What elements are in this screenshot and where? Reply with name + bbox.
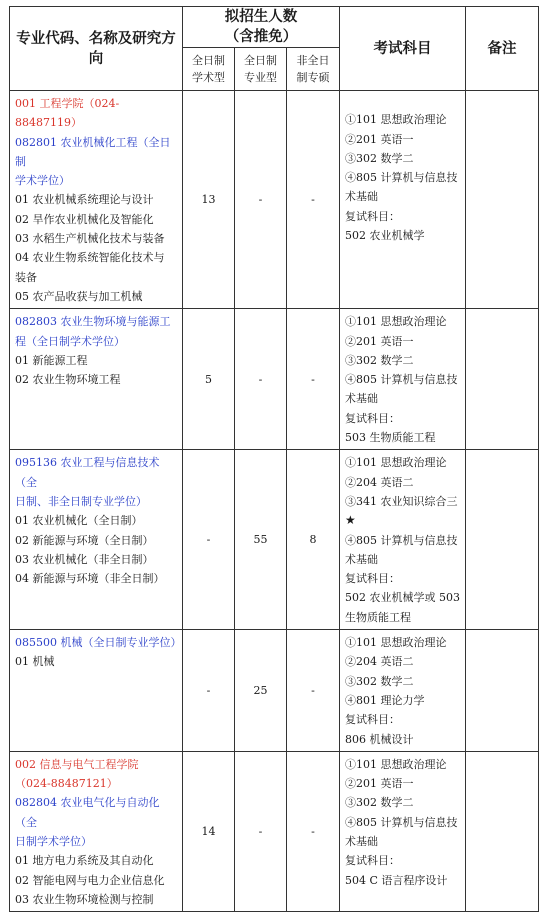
pt-master-subheader-line2: 制专硕 <box>296 71 330 84</box>
program-line: 日制、非全日制专业学位） <box>15 494 147 508</box>
program-line: 01 新能源工程 <box>15 353 88 367</box>
ft-academic-subheader-line1: 全日制 <box>192 54 225 67</box>
program-cell <box>10 309 183 450</box>
ft-academic-subheader <box>183 48 235 91</box>
subject-line: ①101 思想政治理论 <box>345 456 447 470</box>
ft-professional-count: 55 <box>235 450 287 630</box>
program-column-header <box>10 7 183 91</box>
pt-master-subheader <box>287 48 340 91</box>
admissions-table-wrapper <box>9 6 538 912</box>
program-line: 03 农业机械化（非全日制） <box>15 552 154 566</box>
remarks-cell <box>466 91 539 309</box>
pt-master-count: - <box>287 91 340 309</box>
subject-line: ①101 思想政治理论 <box>345 113 447 127</box>
subject-line: 806 机械设计 <box>345 732 414 746</box>
program-cell <box>10 91 183 309</box>
program-line: 002 信息与电气工程学院 <box>15 757 139 771</box>
table-row <box>10 751 539 911</box>
ft-academic-count: 13 <box>183 91 235 309</box>
table-row <box>10 630 539 752</box>
remarks-column-header: 备注 <box>466 7 539 91</box>
program-line: 04 新能源与环境（非全日制） <box>15 572 165 586</box>
subjects-cell <box>340 450 466 630</box>
ft-professional-count: - <box>235 751 287 911</box>
program-line: 001 工程学院（024-88487119） <box>15 97 120 130</box>
program-cell <box>10 450 183 630</box>
program-line: 03 水稻生产机械化技术与装备 <box>15 232 165 246</box>
program-line: 学术学位） <box>15 174 70 188</box>
ft-professional-subheader <box>235 48 287 91</box>
subjects-cell <box>340 630 466 752</box>
program-line: 02 旱作农业机械化及智能化 <box>15 212 154 226</box>
program-line: 02 新能源与环境（全日制） <box>15 533 154 547</box>
subject-line: ①101 思想政治理论 <box>345 757 447 771</box>
subject-line: ②201 英语一 <box>345 132 414 146</box>
program-line: 02 智能电网与电力企业信息化 <box>15 873 165 887</box>
subject-line: 生物质能工程 <box>345 610 411 624</box>
pt-master-count: 8 <box>287 450 340 630</box>
subject-line: ③302 数学二 <box>345 353 414 367</box>
ft-professional-count: - <box>235 91 287 309</box>
table-row <box>10 91 539 309</box>
program-line: 01 机械 <box>15 655 55 669</box>
subject-line: 503 生物质能工程 <box>345 431 436 445</box>
remarks-cell <box>466 450 539 630</box>
subject-line: ②204 英语二 <box>345 655 414 669</box>
subject-line: 502 农业机械学或 503 <box>345 591 460 605</box>
subject-line: ②204 英语二 <box>345 475 414 489</box>
program-line: 02 农业生物环境工程 <box>15 373 121 387</box>
subject-line: ②201 英语一 <box>345 777 414 791</box>
remarks-cell <box>466 630 539 752</box>
subject-line: 复试科目： <box>345 209 400 223</box>
subject-line: 复试科目： <box>345 854 400 868</box>
subjects-cell <box>340 91 466 309</box>
program-line: 082801 农业机械化工程（全日制 <box>15 135 171 168</box>
pt-master-count: - <box>287 309 340 450</box>
subject-line: ③302 数学二 <box>345 151 414 165</box>
program-line: 04 农业生物系统智能化技术与 <box>15 251 165 265</box>
program-line: 082804 农业电气化与自动化（全 <box>15 796 160 829</box>
ft-academic-count: 14 <box>183 751 235 911</box>
ft-professional-subheader-line2: 专业型 <box>244 71 277 84</box>
subject-line: 复试科目： <box>345 411 400 425</box>
subject-line <box>345 91 462 110</box>
subject-line: ★ <box>345 513 356 528</box>
quota-header-line1: 拟招生人数 <box>224 9 298 25</box>
ft-professional-count: - <box>235 309 287 450</box>
ft-academic-subheader-line2: 学术型 <box>192 71 225 84</box>
program-line: 装备 <box>15 270 37 284</box>
remarks-cell <box>466 309 539 450</box>
subjects-cell <box>340 751 466 911</box>
program-cell <box>10 630 183 752</box>
subject-line: ④805 计算机与信息技 <box>345 373 458 387</box>
program-line: 03 农业生物环境检测与控制 <box>15 892 154 906</box>
ft-professional-subheader-line1: 全日制 <box>244 54 277 67</box>
remarks-cell <box>466 751 539 911</box>
program-line: 01 农业机械系统理论与设计 <box>15 193 154 207</box>
subject-line: ④805 计算机与信息技 <box>345 533 458 547</box>
subject-line: ③302 数学二 <box>345 796 414 810</box>
subject-line: ②201 英语一 <box>345 334 414 348</box>
program-line: （024-88487121） <box>15 777 118 791</box>
subject-line: 术基础 <box>345 552 378 566</box>
subjects-cell <box>340 309 466 450</box>
program-line: 085500 机械（全日制专业学位） <box>15 636 182 650</box>
quota-header-line2: （含推免） <box>224 29 298 45</box>
ft-academic-count: - <box>183 450 235 630</box>
program-line: 01 地方电力系统及其自动化 <box>15 854 154 868</box>
program-line: 05 农产品收获与加工机械 <box>15 289 143 303</box>
program-column-header-text: 专业代码、名称及研究方向 <box>16 30 176 67</box>
subject-line: ③302 数学二 <box>345 674 414 688</box>
subject-line: 术基础 <box>345 392 378 406</box>
subject-line: ①101 思想政治理论 <box>345 636 447 650</box>
table-body <box>10 91 539 912</box>
pt-master-subheader-line1: 非全日 <box>296 54 330 67</box>
subject-line: 术基础 <box>345 190 378 204</box>
program-line: 程（全日制学术学位） <box>15 334 125 348</box>
subject-line: 502 农业机械学 <box>345 229 425 243</box>
program-cell <box>10 751 183 911</box>
subject-line: ④801 理论力学 <box>345 693 425 707</box>
subjects-column-header: 考试科目 <box>340 7 466 91</box>
quota-column-header <box>183 7 340 48</box>
table-row <box>10 450 539 630</box>
admissions-table <box>9 6 539 912</box>
subject-line: ④805 计算机与信息技 <box>345 171 458 185</box>
ft-academic-count: 5 <box>183 309 235 450</box>
subject-line: ④805 计算机与信息技 <box>345 815 458 829</box>
subject-line: 复试科目： <box>345 572 400 586</box>
program-line: 082803 农业生物环境与能源工 <box>15 315 171 329</box>
pt-master-count: - <box>287 630 340 752</box>
subject-line: 504 C 语言程序设计 <box>345 873 448 887</box>
pt-master-count: - <box>287 751 340 911</box>
subject-line: 复试科目： <box>345 713 400 727</box>
program-line: 01 农业机械化（全日制） <box>15 514 143 528</box>
subject-line: 术基础 <box>345 834 378 848</box>
program-line: 095136 农业工程与信息技术（全 <box>15 456 160 489</box>
table-row <box>10 309 539 450</box>
program-line: 日制学术学位） <box>15 834 92 848</box>
subject-line: ③341 农业知识综合三 <box>345 494 458 508</box>
ft-academic-count: - <box>183 630 235 752</box>
subject-line: ①101 思想政治理论 <box>345 315 447 329</box>
ft-professional-count: 25 <box>235 630 287 752</box>
